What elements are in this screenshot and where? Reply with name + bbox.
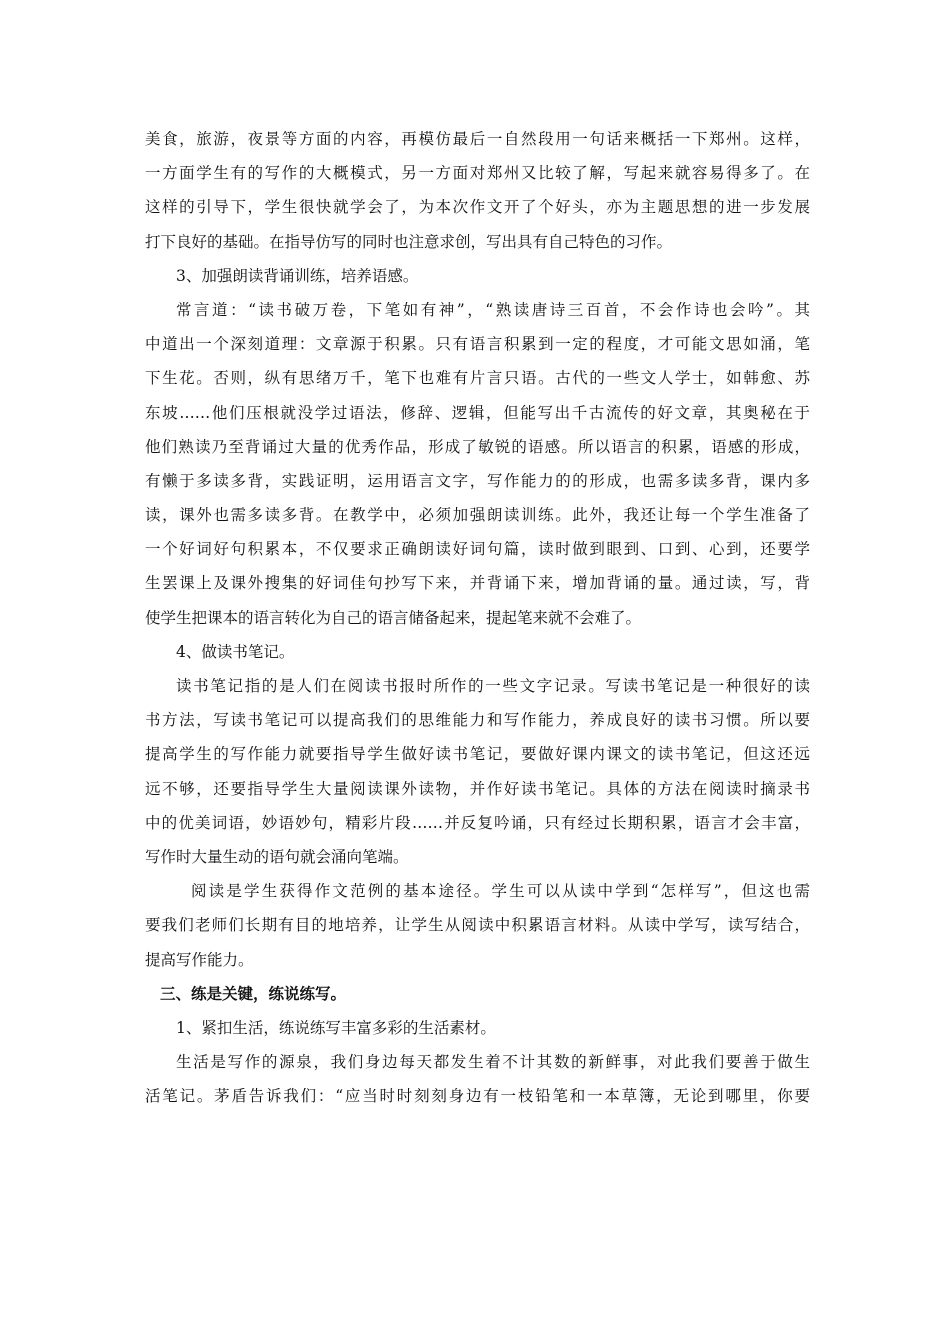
text-line: 这样的引导下，学生很快就学会了，为本次作文开了个好头，亦为主题思想的进一步发展 — [145, 198, 810, 217]
text-line: 打下良好的基础。在指导仿写的同时也注意求创，写出具有自己特色的习作。 — [145, 232, 673, 251]
text-line: 使学生把课本的语言转化为自己的语言储备起来，提起笔来就不会难了。 — [145, 608, 642, 627]
text-line: 3、加强朗读背诵训练，培养语感。 — [176, 266, 419, 285]
text-line: 东坡……他们压根就没学过语法，修辞、逻辑，但能写出千古流传的好文章，其奥秘在于 — [145, 403, 810, 422]
text-line: 有懒于多读多背，实践证明，运用语言文字，写作能力的的形成，也需多读多背，课内多 — [145, 471, 810, 490]
text-line: 生活是写作的源泉，我们身边每天都发生着不计其数的新鲜事，对此我们要善于做生 — [176, 1053, 810, 1072]
text-line: 4、做读书笔记。 — [176, 642, 295, 661]
text-line: 他们熟读乃至背诵过大量的优秀作品，形成了敏锐的语感。所以语言的积累，语感的形成， — [145, 437, 810, 456]
text-line: 活笔记。茅盾告诉我们：“应当时时刻刻身边有一枝铅笔和一本草簿，无论到哪里，你要 — [145, 1087, 810, 1106]
text-line: 要我们老师们长期有目的地培养，让学生从阅读中积累语言材料。从读中学写，读写结合， — [145, 916, 810, 935]
text-line: 下生花。否则，纵有思绪万千，笔下也难有片言只语。古代的一些文人学士，如韩愈、苏 — [145, 369, 810, 388]
text-line: 生罢课上及课外搜集的好词佳句抄写下来，并背诵下来，增加背诵的量。通过读，写，背 — [145, 574, 810, 593]
text-line: 写作时大量生动的语句就会涌向笔端。 — [145, 847, 409, 866]
text-line: 常言道：“读书破万卷，下笔如有神”，“熟读唐诗三百首，不会作诗也会吟”。其 — [176, 300, 810, 319]
text-line: 阅读是学生获得作文范例的基本途径。学生可以从读中学到“怎样写”，但这也需 — [191, 882, 810, 901]
text-line: 提高写作能力。 — [145, 950, 254, 969]
section-heading: 三、练是关键，练说练写。 — [160, 983, 347, 1003]
text-line: 书方法，写读书笔记可以提高我们的思维能力和写作能力，养成良好的读书习惯。所以要 — [145, 711, 810, 730]
text-line: 一方面学生有的写作的大概模式，另一方面对郑州又比较了解，写起来就容易得多了。在 — [145, 164, 810, 183]
text-line: 读书笔记指的是人们在阅读书报时所作的一些文字记录。写读书笔记是一种很好的读 — [176, 677, 810, 695]
text-line: 中道出一个深刻道理：文章源于积累。只有语言积累到一定的程度，才可能文思如涌，笔 — [145, 335, 810, 354]
text-line: 提高学生的写作能力就要指导学生做好读书笔记，要做好课内课文的读书笔记，但这还远 — [145, 745, 810, 764]
text-line: 远不够，还要指导学生大量阅读课外读物，并作好读书笔记。具体的方法在阅读时摘录书 — [145, 779, 810, 798]
text-line: 中的优美词语，妙语妙句，精彩片段……并反复吟诵，只有经过长期积累，语言才会丰富， — [145, 813, 810, 832]
document-body — [145, 122, 810, 1113]
text-line: 一个好词好句积累本，不仅要求正确朗读好词句篇，读时做到眼到、口到、心到，还要学 — [145, 540, 810, 559]
text-line: 美食，旅游，夜景等方面的内容，再模仿最后一自然段用一句话来概括一下郑州。这样， — [145, 130, 810, 148]
text-line: 读，课外也需多读多背。在教学中，必须加强朗读训练。此外，我还让每一个学生准备了 — [145, 506, 810, 525]
text-line: 1、紧扣生活，练说练写丰富多彩的生活素材。 — [176, 1018, 496, 1037]
